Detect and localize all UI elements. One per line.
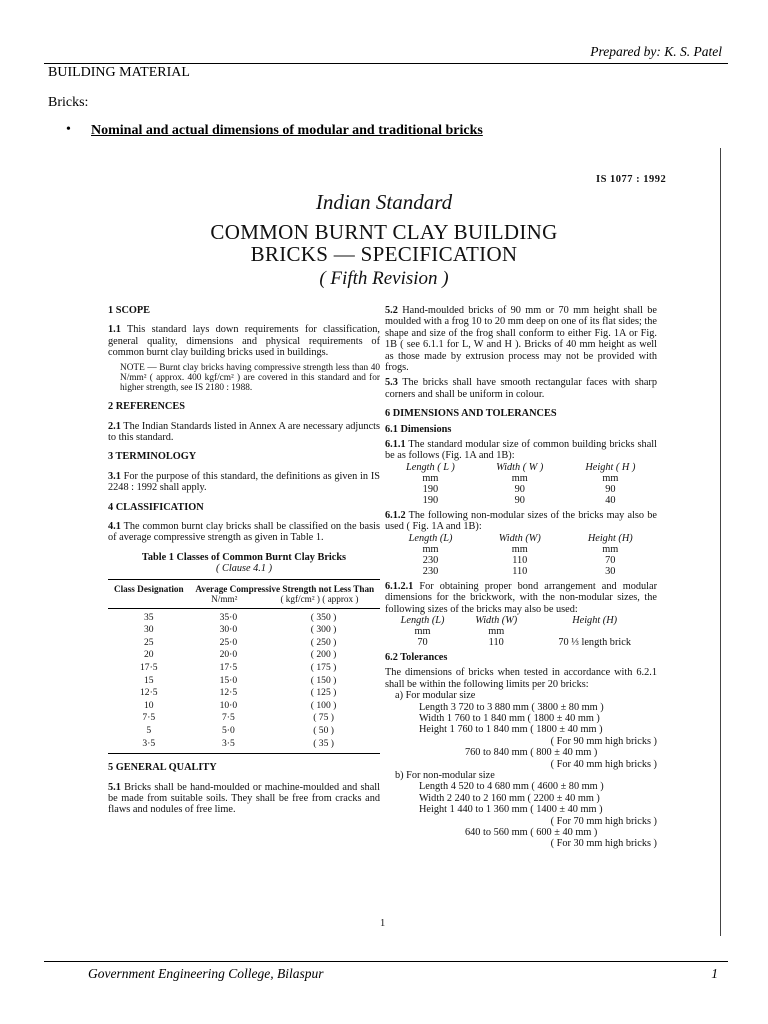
table-cell: 3·5 (108, 738, 190, 754)
table-cell: 25 (144, 636, 154, 648)
prepared-by: Prepared by: K. S. Patel (590, 44, 722, 59)
table-cell: ( 75 ) (313, 712, 334, 724)
table-cell: ( 200 ) (310, 649, 337, 661)
table-1-body (108, 608, 380, 754)
table-cell: 17·5 (219, 662, 238, 674)
clause-5-2: 5.2 Hand-moulded bricks of 90 mm or 70 mm height shall be moulded with a frog 10 to 20 mm deep on one of its flat sides; the shape and size of the frog shall conform to either Fig. 1A or Fig. 1B ( see 6.1.1 for L, W and H ). Bricks of 40 mm height as well as those made by extrusion process may not be provided with frogs. (385, 305, 657, 374)
table-cell: 30 (144, 624, 154, 636)
table-row (108, 608, 380, 624)
tol-nonmodular-height-2: 640 to 560 mm ( 600 ± 40 mm ) (465, 827, 598, 838)
scan-edge-line (720, 148, 721, 936)
bullet-icon: • (66, 122, 71, 137)
standard-title: Indian Standard (315, 190, 453, 214)
section-scope: 1 SCOPE (108, 305, 151, 316)
subsection-tolerances: 6.2 Tolerances (385, 651, 448, 663)
clause-3-1: 3.1 For the purpose of this standard, the definitions as given in IS 2248 : 1992 shall apply. (108, 470, 381, 494)
section-general-quality: 5 GENERAL QUALITY (108, 762, 217, 774)
scanned-standard (98, 148, 724, 936)
table-cell: 12·5 (140, 687, 158, 699)
table-cell: 30·0 (219, 624, 238, 636)
right-column (385, 305, 657, 850)
clause-5-1: 5.1 Bricks shall be hand-moulded or machine-moulded and shall be made from suitable soils. They shall be free from cracks and flaws and nodules of free lime. (108, 781, 380, 816)
main-title-line-1: COMMON BURNT CLAY BUILDING (210, 220, 558, 244)
is-number: IS 1077 : 1992 (596, 174, 667, 185)
table-row (108, 738, 380, 754)
clause-6-1-2-1: 6.1.2.1 For obtaining proper bond arrangement and modular dimensions for the brickwork, with the non-modular sizes, the following sizes of the bricks may also be used: (385, 580, 658, 615)
footer-college: Government Engineering College, Bilaspur (88, 966, 324, 981)
clause-2-1: 2.1 The Indian Standards listed in Annex A are necessary adjuncts to this standard. (108, 420, 381, 444)
table-cell: ( 125 ) (310, 687, 337, 699)
table-cell: ( 300 ) (310, 624, 337, 636)
tol-nonmodular-height: Height 1 440 to 1 360 mm ( 1400 ± 40 mm ) (419, 804, 603, 816)
revision: ( Fifth Revision ) (319, 268, 449, 289)
tol-nonmodular-note-1: ( For 70 mm high bricks ) (550, 815, 657, 827)
standard-main-title (98, 221, 670, 265)
section-classification: 4 CLASSIFICATION (108, 501, 204, 513)
section-terminology: 3 TERMINOLOGY (108, 451, 197, 463)
tol-modular-head: a) For modular size (395, 690, 476, 702)
table-cell: 7·5 (142, 712, 156, 724)
modular-dims-table: Length ( L ) Width ( W ) Height ( H ) mm mm mm 190 90 90 190 90 40 (406, 461, 636, 506)
table-row (108, 624, 380, 637)
table-1-col-strength: Average Compressive Strength not Less Than N/mm² ( kgf/cm² ) ( approx ) (190, 579, 380, 608)
nonmodular-dims-table: Length (L) Width (W) Height (H) mm mm mm 230 110 70 230 110 30 (408, 532, 633, 577)
clause-6-1-1: 6.1.1 The standard modular size of common building bricks shall be as follows (Fig. 1A and 1B): (385, 439, 657, 462)
table-1-clause: ( Clause 4.1 ) (215, 563, 273, 575)
scan-page-number: 1 (380, 918, 386, 929)
subheading: Bricks: (48, 95, 89, 110)
scope-note: NOTE — Burnt clay bricks having compressive strength less than 40 N/mm² ( approx. 400 kgf/cm² ) are covered in this standard and for higher strength, see IS 2180 : 1988. (120, 362, 380, 394)
section-dimensions: 6 DIMENSIONS AND TOLERANCES (385, 408, 557, 420)
table-row (108, 725, 380, 738)
table-cell: 10 (144, 699, 154, 711)
tol-nonmodular-note-2: ( For 30 mm high bricks ) (550, 838, 657, 850)
table-cell: 35 (144, 611, 154, 623)
section-references: 2 REFERENCES (108, 401, 185, 413)
left-column (108, 305, 380, 816)
main-title-line-2: BRICKS — SPECIFICATION (250, 242, 518, 266)
tol-modular-width: Width 1 760 to 1 840 mm ( 1800 ± 40 mm ) (419, 712, 600, 724)
table-cell: ( 150 ) (310, 674, 337, 686)
bullet-text: Nominal and actual dimensions of modular and traditional bricks (91, 123, 483, 138)
table-cell: ( 175 ) (310, 662, 337, 674)
table-row (108, 712, 380, 725)
subsection-dimensions: 6.1 Dimensions (385, 423, 452, 435)
table-cell: ( 50 ) (313, 725, 334, 737)
table-row (108, 662, 380, 675)
table-cell: ( 350 ) (310, 611, 337, 623)
page-heading: BUILDING MATERIAL (48, 65, 190, 80)
bond-dims-table: Length (L) Width (W) Height (H) mm mm 70 110 70 ⅓ length brick (400, 614, 631, 648)
table-row (108, 637, 380, 650)
tolerances-text: The dimensions of bricks when tested in accordance with 6.2.1 shall be within the following limits per 20 bricks: (385, 667, 657, 690)
table-cell: 15·0 (219, 674, 238, 686)
tol-modular-note-2: ( For 40 mm high bricks ) (550, 758, 657, 770)
header-rule (44, 63, 728, 64)
table-cell: ( 250 ) (310, 636, 337, 648)
tol-modular-length: Length 3 720 to 3 880 mm ( 3800 ± 80 mm ) (419, 701, 604, 713)
footer-rule (44, 961, 728, 962)
table-cell: 12·5 (219, 687, 238, 699)
clause-4-1: 4.1 The common burnt clay bricks shall be classified on the basis of average compressive strength as given in Table 1. (108, 521, 381, 544)
table-cell: 10·0 (219, 699, 238, 711)
table-1-col-class: Class Designation (108, 579, 190, 608)
table-row (108, 687, 380, 700)
table-1 (108, 579, 380, 755)
table-cell: 5·0 (221, 725, 235, 737)
page-number: 1 (711, 966, 718, 981)
table-row (108, 700, 380, 713)
table-cell: 17·5 (140, 662, 158, 674)
tol-nonmodular-width: Width 2 240 to 2 160 mm ( 2200 ± 40 mm ) (419, 792, 600, 804)
table-cell: 15 (144, 674, 154, 686)
tol-modular-height-2: 760 to 840 mm ( 800 ± 40 mm ) (465, 747, 598, 759)
clause-5-3: 5.3 The bricks shall have smooth rectangular faces with sharp corners and shall be uniform in colour. (385, 377, 657, 400)
table-cell: 20·0 (219, 649, 238, 661)
table-cell: 5 (146, 725, 152, 737)
tol-modular-height: Height 1 760 to 1 840 mm ( 1800 ± 40 mm ) (419, 724, 603, 736)
table-cell: ( 100 ) (310, 699, 337, 711)
clause-6-1-2: 6.1.2 The following non-modular sizes of the bricks may also be used ( Fig. 1A and 1B): (385, 509, 657, 533)
clause-1-1: 1.1 This standard lays down requirements for classification, general quality, dimensions and physical requirements of common burnt clay building bricks used in buildings. (108, 324, 381, 359)
tol-modular-note-1: ( For 90 mm high bricks ) (550, 735, 657, 747)
table-cell: 25·0 (219, 636, 238, 648)
tol-nonmodular-length: Length 4 520 to 4 680 mm ( 4600 ± 80 mm ) (419, 781, 604, 793)
table-cell: 20 (144, 649, 154, 661)
table-cell: 35·0 (219, 611, 238, 623)
table-cell: 7·5 (221, 712, 235, 724)
table-1-caption: Table 1 Classes of Common Burnt Clay Bricks (141, 551, 347, 563)
table-row (108, 675, 380, 688)
table-row (108, 649, 380, 662)
tol-nonmodular-head: b) For non-modular size (395, 769, 495, 781)
table-cell: 3·5 (190, 738, 268, 754)
table-cell: ( 35 ) (267, 738, 380, 754)
